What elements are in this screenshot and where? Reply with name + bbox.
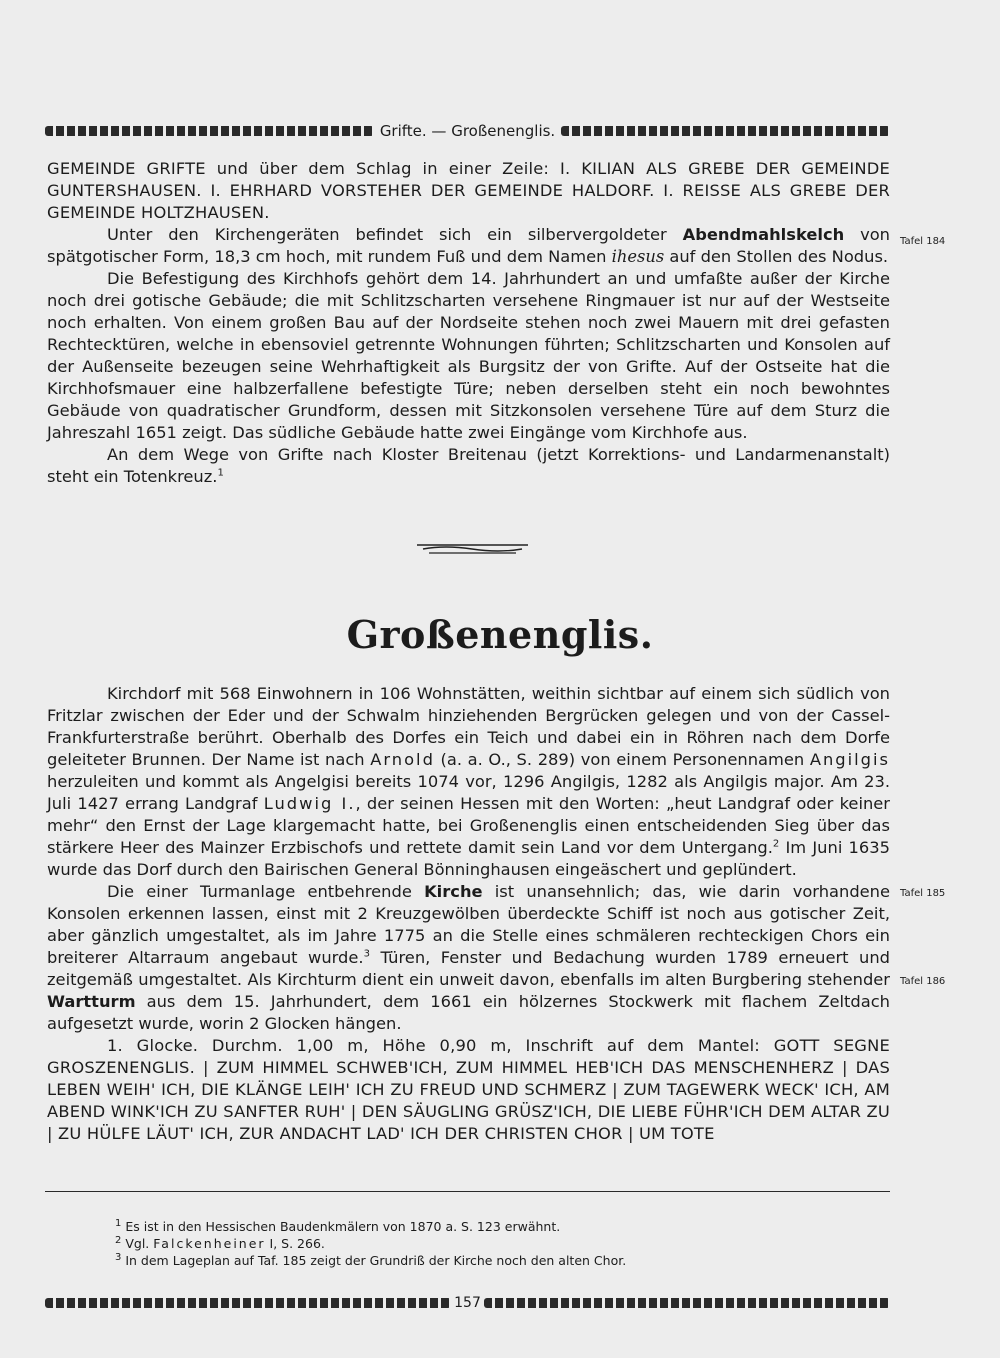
page-number: 157: [454, 1295, 481, 1311]
totenkreuz-paragraph: [47, 444, 890, 488]
footnote-ref: 3: [363, 948, 370, 960]
text-run: ist unansehnlich; das, wie darin vorhandene Konsolen erkennen lassen, einst mit 2 Kreuzgewölben überdeckte Schiff ist noch aus gotischer Zeit, aber gänzlich umgestaltet, als im Jahre 1775 an die Stelle eines schmäleren rechteckigen Chors ein breiterer Altarraum angebaut wurde.: [47, 882, 891, 967]
name-angilgis: Angilgis: [809, 750, 890, 769]
author-falckenheiner: Falckenheiner: [153, 1236, 266, 1251]
text-run: Die einer Turmanlage entbehrende: [107, 882, 425, 901]
text-run: , der seinen Hessen mit den Worten: „heut Landgraf oder keiner mehr“ den Ernst der Lage klargemacht hatte, bei Großenenglis einen entscheidenden Sieg über das stärkere Heer des Mainzer Erzbischofs und rettete damit sein Land vor dem Untergang.: [47, 794, 890, 857]
grifte-section: [47, 158, 890, 488]
margin-note-tafel-186: Tafel 186: [900, 976, 946, 987]
church-paragraph: [47, 881, 890, 1035]
page-footer: [45, 1292, 890, 1314]
chalice-paragraph: [47, 224, 890, 268]
ornamental-border-left: [45, 126, 374, 136]
text-run: Im Juni 1635 wurde das Dorf durch den Bairischen General Bönninghausen eingeäschert und geplündert.: [47, 838, 890, 879]
footnote-text: In dem Lageplan auf Taf. 185 zeigt der Grundriß der Kirche noch den alten Chor.: [121, 1253, 627, 1268]
footnote-1: [115, 1218, 735, 1235]
fortification-paragraph: Die Befestigung des Kirchhofs gehört dem 14. Jahrhundert an und umfaßte außer der Kirche noch drei gotische Gebäude; die mit Schlitzscharten versehene Ringmauer ist nur auf der Westseite noch erhalten. Von einem großen Bau auf der Nordseite stehen noch zwei Mauern mit drei gefasten Rechtecktüren, welche in ebensoviel getrennte Wohnungen führten; Schlitzscharten und Konsolen auf der Außenseite bezeugen seine Wehrhaftigkeit als Burgsitz der von Grifte. Auf der Ostseite hat die Kirchhofsmauer eine halbzerfallene befestigte Türe; neben derselben steht ein noch bewohntes Gebäude von quadratischer Grundform, dessen mit Sitzkonsolen versehene Türe auf dem Sturz die Jahreszahl 1651 zeigt. Das südliche Gebäude hatte zwei Eingänge vom Kirchhofe aus.: [47, 269, 890, 442]
text-run: Türen, Fenster und Bedachung wurden 1789 erneuert und zeitgemäß umgestaltet. Als Kirchturm dient ein unweit davon, ebenfalls im alten Burgbering stehender: [47, 948, 891, 989]
footnote-3: [115, 1252, 735, 1269]
author-arnold: Arnold: [370, 750, 435, 769]
bell-inscription-paragraph: 1. Glocke. Durchm. 1,00 m, Höhe 0,90 m, Inschrift auf dem Mantel: GOTT SEGNE GROSZENENGLIS. | ZUM HIMMEL SCHWEB'ICH, ZUM HIMMEL HEB'ICH DAS MENSCHENHERZ | DAS LEBEN WEIH' ICH, DIE KLÄNGE LEIH' ICH ZU FREUD UND SCHMERZ | ZUM TAGEWERK WECK' ICH, AM ABEND WINK'ICH ZU SANFTER RUH' | DEN SÄUGLING GRÜSZ'ICH, DIE LIEBE FÜHR'ICH DEM ALTAR ZU | ZU HÜLFE LÄUT' ICH, ZUR ANDACHT LAD' ICH DER CHRISTEN CHOR | UM TOTE: [47, 1036, 890, 1143]
section-title: Großenenglis.: [346, 612, 654, 657]
footnote-2: [115, 1235, 735, 1252]
text-run: (a. a. O., S. 289) von einem Personennamen: [434, 750, 810, 769]
text-run: Unter den Kirchengeräten befindet sich ein silbervergoldeter: [107, 225, 683, 244]
text-run: von spätgotischer Form, 18,3 cm hoch, mit rundem Fuß und dem Namen: [47, 225, 890, 266]
footnote-text: I, S. 266.: [265, 1236, 325, 1251]
footnote-ref: 1: [217, 467, 224, 479]
footnote-number: 1: [115, 1217, 122, 1229]
footnotes: [115, 1218, 735, 1269]
inscription-paragraph: GEMEINDE GRIFTE und über dem Schlag in einer Zeile: I. KILIAN ALS GREBE DER GEMEINDE GUNTERSHAUSEN. I. EHRHARD VORSTEHER DER GEMEINDE HALDORF. I. REISSE ALS GREBE DER GEMEINDE HOLTZHAUSEN.: [47, 159, 890, 222]
footnote-text: Es ist in den Hessischen Baudenkmälern von 1870 a. S. 123 erwähnt.: [121, 1219, 561, 1234]
text-run: An dem Wege von Grifte nach Kloster Breitenau (jetzt Korrektions- und Landarmenanstalt) steht ein Totenkreuz.: [47, 445, 890, 486]
running-header: [45, 120, 890, 142]
church-term: Kirche: [424, 882, 483, 901]
text-run: herzuleiten und kommt als Angelgisi bereits 1074 vor, 1296 Angilgis, 1282 als Angilgis major. Am 23. Juli 1427 errang Landgraf: [47, 772, 890, 813]
section-divider-ornament: [415, 540, 530, 556]
village-paragraph: [47, 683, 890, 881]
margin-note-tafel-185: Tafel 185: [900, 888, 946, 899]
text-run: Kirchdorf mit 568 Einwohnern in 106 Wohnstätten, weithin sichtbar auf einem sich südlich von Fritzlar zwischen der Eder und der Schwalm hinziehenden Bergrücken gelegen und von der Cassel-Frankfurterstraße berührt. Oberhalb des Dorfes ein Teich und dabei ein in Röhren nach dem Dorfe geleiteter Brunnen. Der Name ist nach: [47, 684, 890, 769]
margin-note-tafel-184: Tafel 184: [900, 236, 946, 247]
chalice-term: Abendmahlskelch: [682, 225, 845, 244]
footnote-number: 2: [115, 1234, 122, 1246]
name-ludwig: Ludwig I.: [263, 794, 356, 813]
ornamental-border-left: [45, 1298, 451, 1308]
footnote-number: 3: [115, 1251, 122, 1263]
ihesus-word: ihesus: [611, 247, 665, 266]
ornamental-border-right: [484, 1298, 890, 1308]
text-run: auf den Stollen des Nodus.: [664, 247, 889, 266]
footnote-rule: [45, 1191, 890, 1192]
footnote-ref: 2: [772, 838, 780, 850]
ornamental-border-right: [561, 126, 890, 136]
grossenenglis-section: [47, 683, 890, 1145]
text-run: aus dem 15. Jahrhundert, dem 1661 ein hölzernes Stockwerk mit flachem Zeltdach aufgesetzt wurde, worin 2 Glocken hängen.: [47, 992, 890, 1033]
running-header-title: Grifte. — Großenenglis.: [379, 122, 556, 140]
wartturm-term: Wartturm: [47, 992, 136, 1011]
footnote-text: Vgl.: [121, 1236, 154, 1251]
